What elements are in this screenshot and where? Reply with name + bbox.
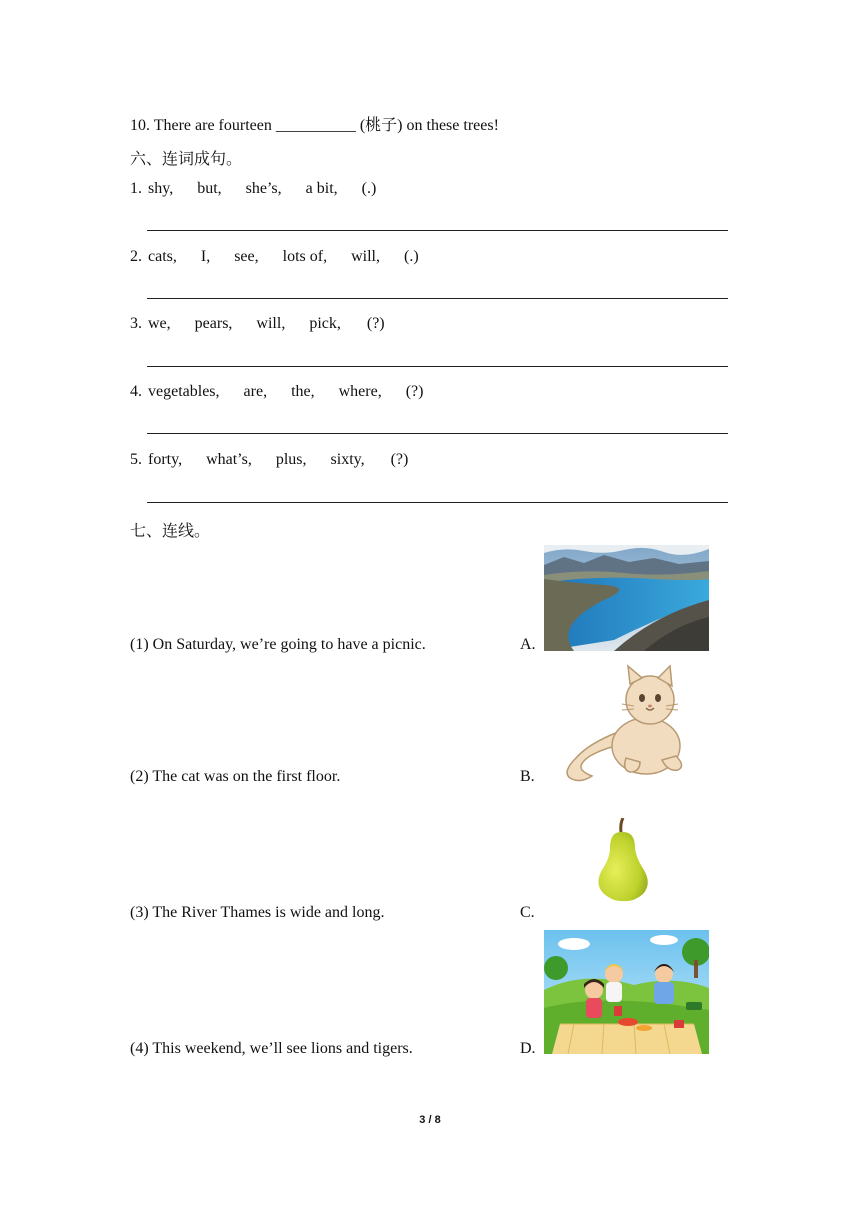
item-number: 1. — [130, 180, 142, 197]
word-item-1 — [130, 180, 376, 198]
word: where, — [338, 383, 382, 400]
word: the, — [291, 383, 315, 400]
match-letter-d: D. — [520, 1040, 536, 1057]
word: plus, — [275, 451, 307, 468]
word: pears, — [194, 315, 233, 332]
word: will, — [351, 248, 380, 265]
answer-line-2[interactable] — [147, 298, 728, 299]
item-number: 2. — [130, 248, 142, 265]
word: sixty, — [330, 451, 365, 468]
match-sentence-4[interactable]: (4) This weekend, we’ll see lions and tigers. — [130, 1040, 413, 1057]
pear-picture[interactable] — [590, 818, 656, 902]
word-item-4 — [130, 383, 423, 401]
question-10: 10. There are fourteen __________ (桃子) on these trees! — [130, 117, 499, 134]
word: we, — [148, 315, 171, 332]
section-6-title: 六、连词成句。 — [130, 151, 243, 168]
word: I, — [200, 248, 211, 265]
answer-line-5[interactable] — [147, 502, 728, 503]
word: a bit, — [305, 180, 338, 197]
match-letter-b: B. — [520, 768, 535, 785]
match-sentence-3[interactable]: (3) The River Thames is wide and long. — [130, 904, 385, 921]
word-item-3 — [130, 315, 385, 333]
word: see, — [234, 248, 259, 265]
word: are, — [243, 383, 268, 400]
word-item-5 — [130, 451, 408, 469]
section-7-title: 七、连线。 — [130, 523, 211, 540]
lake-mountain-picture[interactable] — [544, 545, 709, 651]
word: cats, — [148, 248, 177, 265]
match-sentence-2[interactable]: (2) The cat was on the first floor. — [130, 768, 341, 785]
item-number: 5. — [130, 451, 142, 468]
answer-line-1[interactable] — [147, 230, 728, 231]
word: will, — [256, 315, 286, 332]
word: she’s, — [245, 180, 282, 197]
word: shy, — [148, 180, 174, 197]
match-letter-c: C. — [520, 904, 535, 921]
match-letter-a: A. — [520, 636, 536, 653]
word: (?) — [405, 383, 424, 400]
word: forty, — [148, 451, 183, 468]
word: pick, — [309, 315, 341, 332]
answer-line-4[interactable] — [147, 433, 728, 434]
word: lots of, — [282, 248, 328, 265]
page-number: 3 / 8 — [419, 1114, 441, 1126]
word: but, — [197, 180, 222, 197]
cat-picture[interactable] — [558, 662, 690, 784]
picnic-picture[interactable] — [544, 930, 709, 1054]
word: (?) — [366, 315, 385, 332]
word: vegetables, — [148, 383, 220, 400]
item-number: 3. — [130, 315, 142, 332]
word: (.) — [403, 248, 419, 265]
match-sentence-1[interactable]: (1) On Saturday, we’re going to have a picnic. — [130, 636, 426, 653]
answer-line-3[interactable] — [147, 366, 728, 367]
item-number: 4. — [130, 383, 142, 400]
word-item-2 — [130, 248, 419, 266]
word: what’s, — [206, 451, 252, 468]
word: (.) — [361, 180, 377, 197]
word: (?) — [390, 451, 409, 468]
